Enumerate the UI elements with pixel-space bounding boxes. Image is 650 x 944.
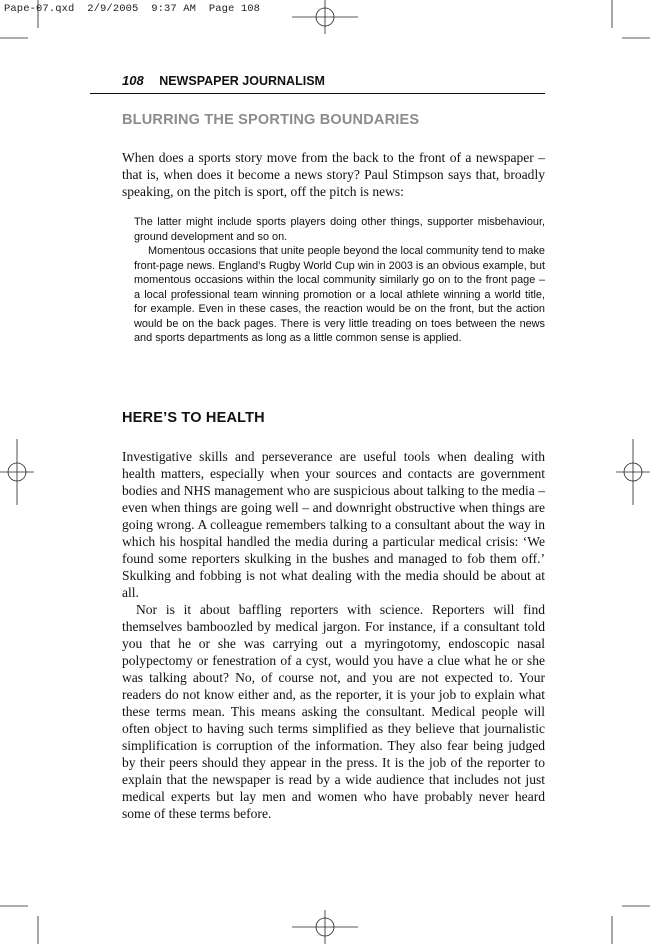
running-head-title: NEWSPAPER JOURNALISM: [159, 74, 325, 88]
body-paragraph-2: Nor is it about baffling reporters with science. Reporters will find themselves bamboozled by medical jargon. For instance, if a consultant told you that he or she was carrying out a myringotomy, endoscopic nasal polypectomy or fenestration of a cyst, would you have a clue what he or she was talking about? No, of course not, and you are not expected to. Your readers do not know either and, as the reporter, it is your job to explain what these terms mean. This means asking the consultant. Medical people will often object to having such terms simplified as they believe that journalistic simplification is corruption of the information. They also fear being judged by their peers should they appear in the press. It is the job of the reporter to explain that the newspaper is read by a wide audience that includes not just medical experts but lay men and women who have probably never heard some of these terms before.: [122, 602, 545, 821]
header-rule: [90, 93, 545, 94]
section-heading-sporting-boundaries: BLURRING THE SPORTING BOUNDARIES: [122, 112, 420, 128]
registration-mark-right: [616, 439, 650, 505]
section-heading-health: HERE’S TO HEALTH: [122, 410, 265, 426]
page-number: 108: [122, 73, 144, 88]
running-head: [122, 73, 545, 88]
block-quote-paragraph-2: Momentous occasions that unite people beyond the local community tend to make front-page news. England’s Rugby World Cup win in 2003 is an obvious example, but momentous occasions within the local community similarly go on to the front page – a local professional team winning promotion or a local athlete winning a world title, for example. Even in these cases, the reaction would be on the front, but the action would be on the back pages. There is very little treading on toes between the news and sports departments as long as a little common sense is applied.: [134, 245, 545, 344]
block-quote-paragraph-1: The latter might include sports players doing other things, supporter misbehaviour, ground development and so on.: [134, 216, 545, 243]
printer-slug: Pape-07.qxd 2/9/2005 9:37 AM Page 108: [4, 3, 261, 15]
body-paragraph-1: Investigative skills and perseverance are useful tools when dealing with health matters, especially when your sources and contacts are government bodies and NHS management who are suspicious about talking to the media – even when things are going well – and downright obstructive when things are going wrong. A colleague remembers talking to a consultant about the way in which his hospital handled the media during a particular medical crisis: ‘We found some reporters skulking in the bushes and managed to fob them off.’ Skulking and fobbing is not what dealing with the media should be about at all.: [122, 449, 545, 600]
registration-mark-left: [0, 439, 34, 505]
registration-mark-bottom: [292, 910, 358, 944]
intro-paragraph: When does a sports story move from the back to the front of a newspaper – that is, when does it become a news story? Paul Stimpson says that, broadly speaking, on the pitch is sport, off the pitch is news:: [122, 150, 545, 199]
registration-mark-top: [292, 0, 358, 34]
